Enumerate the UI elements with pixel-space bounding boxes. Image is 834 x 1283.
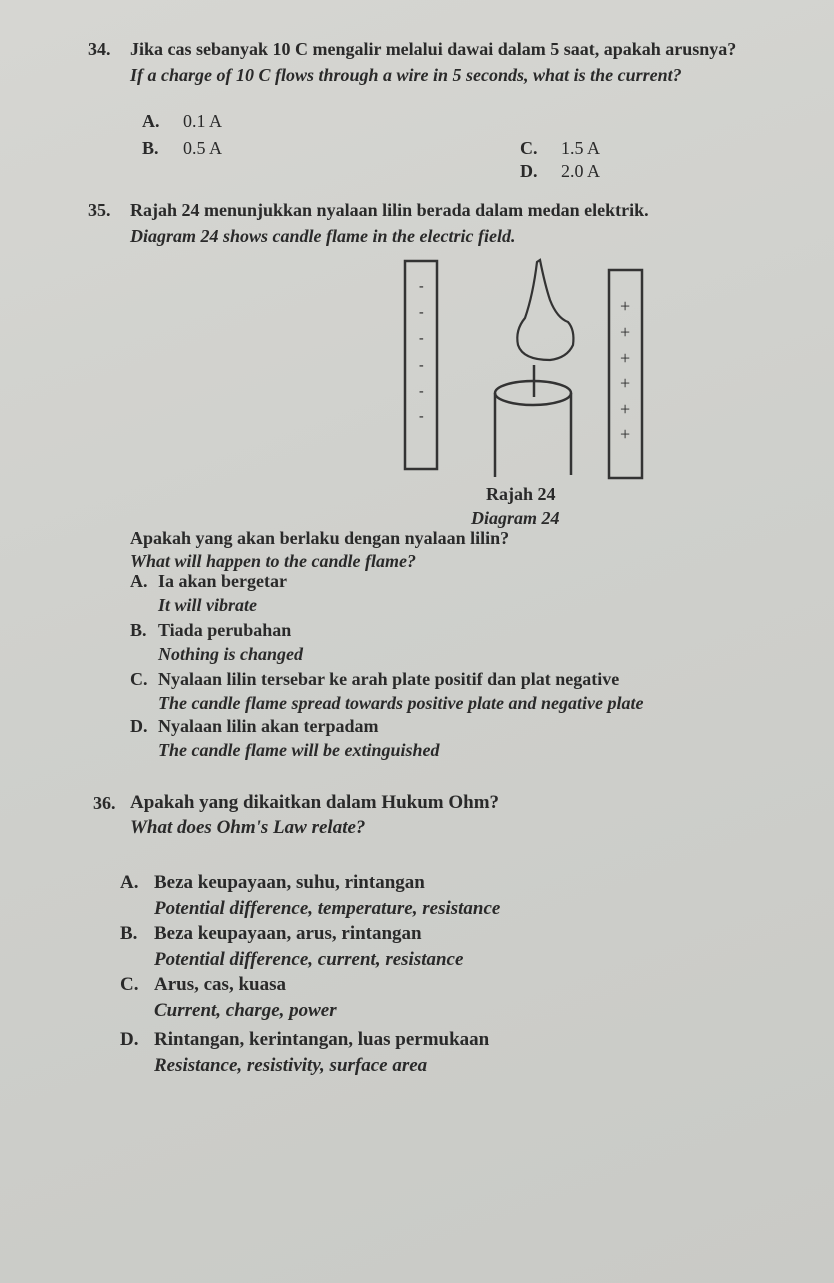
- option-en: Nothing is changed: [158, 644, 304, 664]
- negative-sign: -: [419, 331, 424, 346]
- positive-sign: +: [620, 373, 631, 393]
- option-letter: C.: [120, 974, 139, 995]
- option-ms: Tiada perubahan: [158, 620, 292, 640]
- option-ms: Arus, cas, kuasa: [154, 974, 286, 995]
- option-ms: Beza keupayaan, arus, rintangan: [154, 923, 422, 944]
- option-en: Resistance, resistivity, surface area: [154, 1055, 428, 1076]
- negative-sign: -: [419, 384, 424, 399]
- option-letter: C.: [130, 669, 148, 689]
- option-text: 0.1 A: [183, 111, 223, 131]
- positive-sign: +: [620, 322, 631, 342]
- diagram-caption-en: Diagram 24: [471, 508, 560, 528]
- option-en: It will vibrate: [158, 595, 257, 615]
- prompt-ms: Apakah yang akan berlaku dengan nyalaan lilin?: [130, 528, 510, 548]
- option-letter: B.: [120, 923, 138, 944]
- option-ms: Nyalaan lilin akan terpadam: [158, 716, 379, 736]
- question-text-en: What does Ohm's Law relate?: [130, 817, 366, 838]
- positive-sign: +: [620, 424, 631, 444]
- option-letter: A.: [130, 571, 148, 591]
- option-letter: B.: [130, 620, 147, 640]
- question-text-ms: Jika cas sebanyak 10 C mengalir melalui dawai dalam 5 saat, apakah arusnya?: [130, 39, 737, 59]
- negative-sign: -: [419, 305, 424, 320]
- negative-sign: -: [419, 409, 424, 424]
- option-ms: Nyalaan lilin tersebar ke arah plate positif dan plat negative: [158, 669, 620, 689]
- option-letter: A.: [120, 872, 139, 893]
- option-en: The candle flame will be extinguished: [158, 740, 440, 760]
- positive-sign: +: [620, 296, 631, 316]
- option-letter: B.: [142, 138, 159, 158]
- question-number: 34.: [88, 39, 111, 59]
- option-ms: Rintangan, kerintangan, luas permukaan: [154, 1029, 490, 1050]
- option-en: Potential difference, current, resistance: [154, 949, 464, 970]
- question-text-en: If a charge of 10 C flows through a wire in 5 seconds, what is the current?: [130, 65, 682, 85]
- option-text: 0.5 A: [183, 138, 223, 158]
- positive-sign: +: [620, 399, 631, 419]
- negative-sign: -: [419, 358, 424, 373]
- option-en: Potential difference, temperature, resistance: [154, 898, 501, 919]
- option-text: 1.5 A: [561, 138, 601, 158]
- option-en: Current, charge, power: [154, 1000, 337, 1021]
- diagram-caption-ms: Rajah 24: [486, 484, 556, 504]
- option-letter: D.: [120, 1029, 139, 1050]
- option-en: The candle flame spread towards positive plate and negative plate: [158, 693, 644, 713]
- positive-sign: +: [620, 348, 631, 368]
- question-number: 36.: [93, 793, 116, 813]
- option-letter: A.: [142, 111, 160, 131]
- option-letter: C.: [520, 138, 538, 158]
- prompt-en: What will happen to the candle flame?: [130, 551, 417, 571]
- question-text-ms: Rajah 24 menunjukkan nyalaan lilin berada dalam medan elektrik.: [130, 200, 649, 220]
- negative-sign: -: [419, 279, 424, 294]
- question-text-ms: Apakah yang dikaitkan dalam Hukum Ohm?: [130, 792, 500, 813]
- option-ms: Beza keupayaan, suhu, rintangan: [154, 872, 425, 893]
- candle-flame: [517, 260, 573, 360]
- option-ms: Ia akan bergetar: [158, 571, 287, 591]
- question-text-en: Diagram 24 shows candle flame in the electric field.: [130, 226, 516, 246]
- option-text: 2.0 A: [561, 161, 601, 181]
- option-letter: D.: [520, 161, 538, 181]
- option-letter: D.: [130, 716, 148, 736]
- question-number: 35.: [88, 200, 111, 220]
